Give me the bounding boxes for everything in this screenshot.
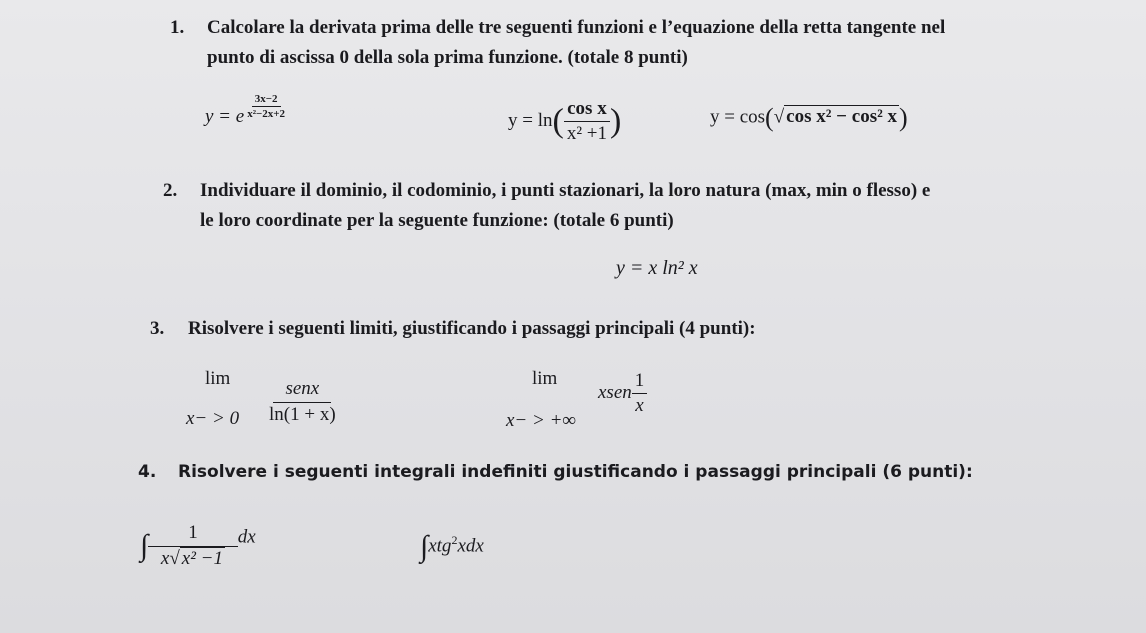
int1-den-x: x [160, 548, 170, 569]
integral-sign-1: ∫ [140, 529, 149, 562]
f3-lhs: y = cos [710, 106, 766, 128]
q1-text-line1: Calcolare la derivata prima delle tre seguenti funzioni e l’equazione della retta tangente nel [207, 17, 946, 38]
f2-den: x² +1 [566, 123, 607, 144]
lim2-num: 1 [632, 370, 648, 394]
lim1-den: ln(1 + x) [269, 404, 336, 425]
q1-function-3: y = cos(√ cos x² − cos² x) [710, 103, 908, 132]
q4-integral-2 [420, 530, 484, 564]
q3-text: Risolvere i seguenti limiti, giustificando i passaggi principali (4 punti): [188, 318, 756, 339]
int2-expr: xtg [428, 535, 452, 557]
int1-dx: dx [237, 526, 256, 548]
q2-text-line1: Individuare il dominio, il codominio, i punti stazionari, la loro natura (max, min o flesso) e [200, 180, 931, 201]
f1-exp-num: 3x−2 [252, 93, 281, 107]
q4-number: 4. [138, 462, 157, 482]
lim2-expression [598, 370, 647, 417]
f1-exp-den: x²−2x+2 [247, 108, 286, 120]
f1-lhs: y = e [205, 106, 245, 127]
q2-text-line2: le loro coordinate per la seguente funzione: (totale 6 punti) [200, 210, 674, 231]
lim2-expr: xsen [598, 381, 632, 403]
int1-num: 1 [148, 522, 238, 547]
lim1-label: lim [205, 368, 231, 389]
int2-tail: xdx [457, 535, 484, 557]
f3-inner: cos x² − cos² x [786, 106, 898, 128]
lim1-fraction [266, 378, 339, 426]
q4-text: Risolvere i seguenti integrali indefiniti giustificando i passaggi principali (6 punti): [178, 462, 973, 482]
f2-fraction [564, 98, 610, 145]
q2-formula: y = x ln² x [616, 257, 698, 279]
q1-number: 1. [170, 17, 185, 38]
q1-function-2: y = ln( $\frac{\text{cos x}}{\text{x² +1}}$ ) [508, 98, 622, 144]
lim2-den: x [635, 395, 644, 416]
lim2-label: lim [532, 368, 558, 389]
integral-sign-2: ∫ [420, 530, 429, 563]
lim1-num: senx [273, 378, 331, 403]
f2-lhs: y = ln [508, 109, 553, 131]
int1-den-root: x² −1 [181, 548, 223, 569]
q4-integral-1: ∫ $\frac{1}{\text{x√ x² −1}}$ dx [140, 522, 256, 569]
f1-exponent [244, 93, 288, 120]
q1-function-1 [205, 92, 288, 128]
lim2-sub: x− > +∞ [506, 410, 576, 431]
lim1-sub: x− > 0 [186, 408, 240, 429]
f2-num: cos x [564, 98, 610, 122]
q2-number: 2. [163, 180, 178, 201]
q3-number: 3. [150, 318, 165, 339]
int2-sup: 2 [451, 533, 458, 548]
q1-text-line2: punto di ascissa 0 della sola prima funzione. (totale 8 punti) [207, 47, 688, 68]
